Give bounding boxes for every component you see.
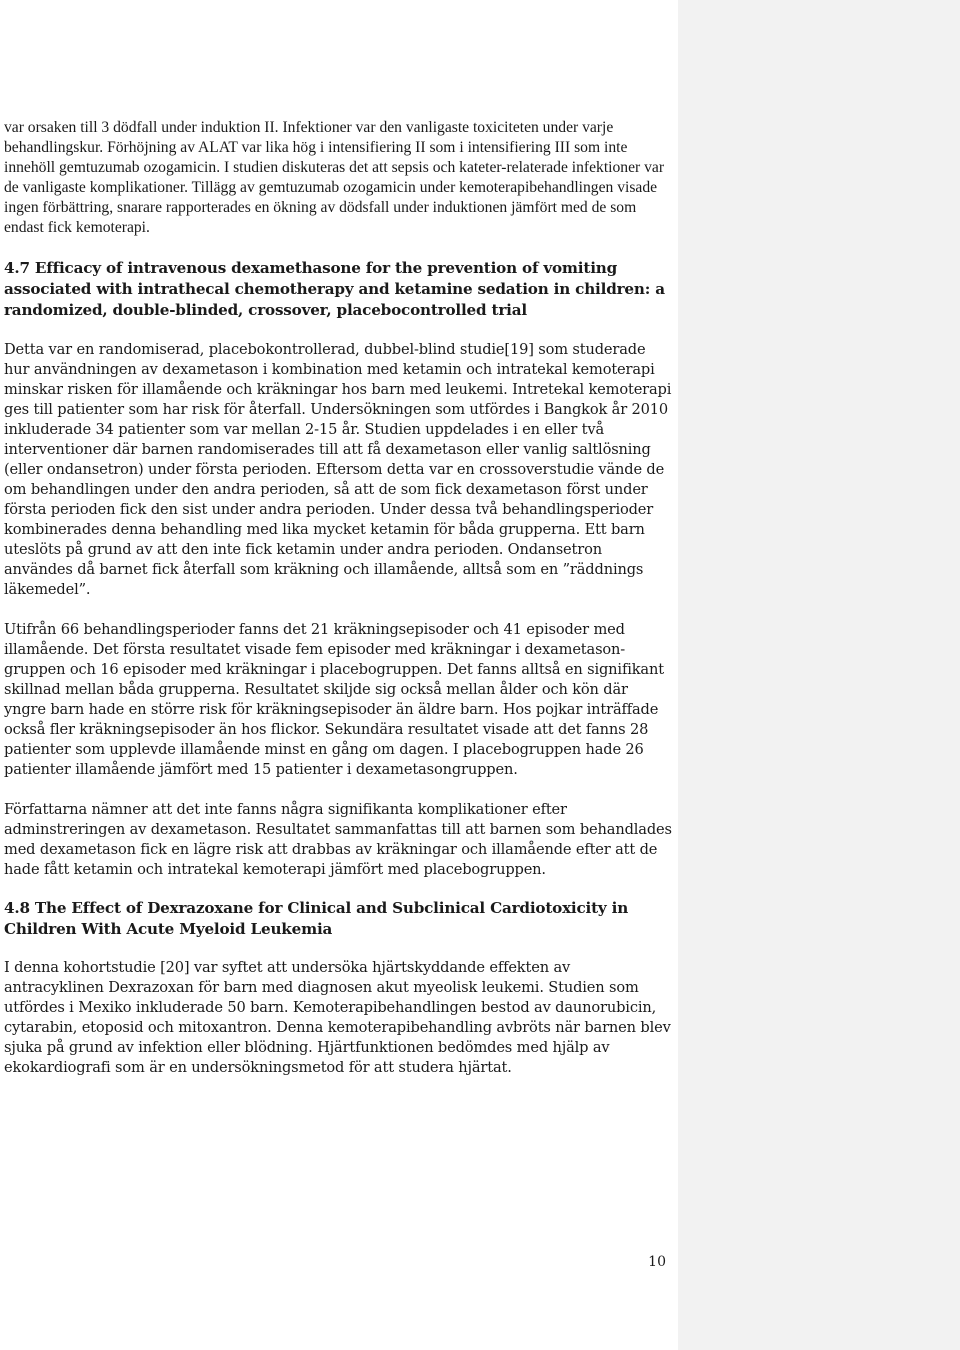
spacer (4, 600, 672, 620)
section-4-7-paragraph-1: Detta var en randomiserad, placebokontrollerad, dubbel-blind studie[19] som studerade hur användningen av dexametason i kombination med ketamin och intratekal kemoterapi minskar risken för illamående och kräkningar hos barn med leukemi. Intretekal kemoterapi ges till patienter som har risk för återfall. Undersökningen som utfördes i Bangkok år 2010 inkluderade 34 patienter som var mellan 2-15 år. Studien uppdelades i en eller två interventioner där barnen randomiserades till att få dexametason eller vanlig saltlösning (eller ondansetron) under första perioden. Eftersom detta var en crossoverstudie vände de om behandlingen under den andra perioden, så att de som fick dexametason först under första perioden fick den sist under andra perioden. Under dessa två behandlingsperioder kombinerades denna behandling med lika mycket ketamin för båda grupperna. Ett barn uteslöts på grund av att den inte fick ketamin under andra perioden. Ondansetron användes då barnet fick återfall som kräkning och illamående, alltså som en ”räddnings läkemedel”. (4, 341, 672, 598)
section-4-8-heading: 4.8 The Effect of Dexrazoxane for Clinical and Subclinical Cardiotoxicity in Children With Acute Myeloid Leukemia (4, 899, 629, 938)
spacer (4, 321, 672, 340)
comment-margin-pane (678, 0, 960, 1350)
spacer (4, 238, 672, 258)
spacer (4, 880, 672, 898)
section-4-7-paragraph-3: Författarna nämner att det inte fanns några signifikanta komplikationer efter adminstreringen av dexametason. Resultatet sammanfattas till att barnen som behandlades med dexametason fick en lägre risk att drabbas av kräkningar och illamående efter att de hade fått ketamin och intratekal kemoterapi jämfört med placebogruppen. (4, 801, 672, 878)
intro-paragraph: var orsaken till 3 dödfall under induktion II. Infektioner var den vanligaste toxiciteten under varje behandlingskur. Förhöjning av ALAT var lika hög i intensifiering II som i intensifiering III som inte innehöll gemtuzumab ozogamicin. I studien diskuteras det att sepsis och kateter-relaterade infektioner var de vanligaste komplikationer. Tillägg av gemtuzumab ozogamicin under kemoterapibehandlingen visade ingen förbättring, snarare rapporterades en ökning av dödsfall under induktionen jämfört med de som endast fick kemoterapi. (4, 119, 665, 236)
spacer (4, 940, 672, 958)
section-4-7-heading: 4.7 Efficacy of intravenous dexamethasone for the prevention of vomiting associated with intrathecal chemotherapy and ketamine sedation in children: a randomized, double-blinded, crossover, placebocontrolled trial (4, 259, 665, 319)
spacer (4, 780, 672, 800)
section-4-8-paragraph-1: I denna kohortstudie [20] var syftet att undersöka hjärtskyddande effekten av antracyklinen Dexrazoxan för barn med diagnosen akut myeolisk leukemi. Studien som utfördes i Mexiko inkluderade 50 barn. Kemoterapibehandlingen bestod av daunorubicin, cytarabin, etoposid och mitoxantron. Denna kemoterapibehandling avbröts när barnen blev sjuka på grund av infektion eller blödning. Hjärtfunktionen bedömdes med hjälp av ekokardiografi som är en undersökningsmetod för att studera hjärtat. (4, 959, 671, 1076)
page-number: 10 (648, 1254, 666, 1270)
document-body (4, 118, 672, 1078)
section-4-7-paragraph-2: Utifrån 66 behandlingsperioder fanns det 21 kräkningsepisoder och 41 episoder med illamående. Det första resultatet visade fem episoder med kräkningar i dexametason-gruppen och 16 episoder med kräkningar i placebogruppen. Det fanns alltså en signifikant skillnad mellan båda grupperna. Resultatet skiljde sig också mellan ålder och kön där yngre barn hade en större risk för kräkningsepisoder än äldre barn. Hos pojkar inträffade också fler kräkningsepisoder än hos flickor. Sekundära resultatet visade att det fanns 28 patienter som upplevde illamående minst en gång om dagen. I placebogruppen hade 26 patienter illamående jämfört med 15 patienter i dexametasongruppen. (4, 621, 664, 778)
